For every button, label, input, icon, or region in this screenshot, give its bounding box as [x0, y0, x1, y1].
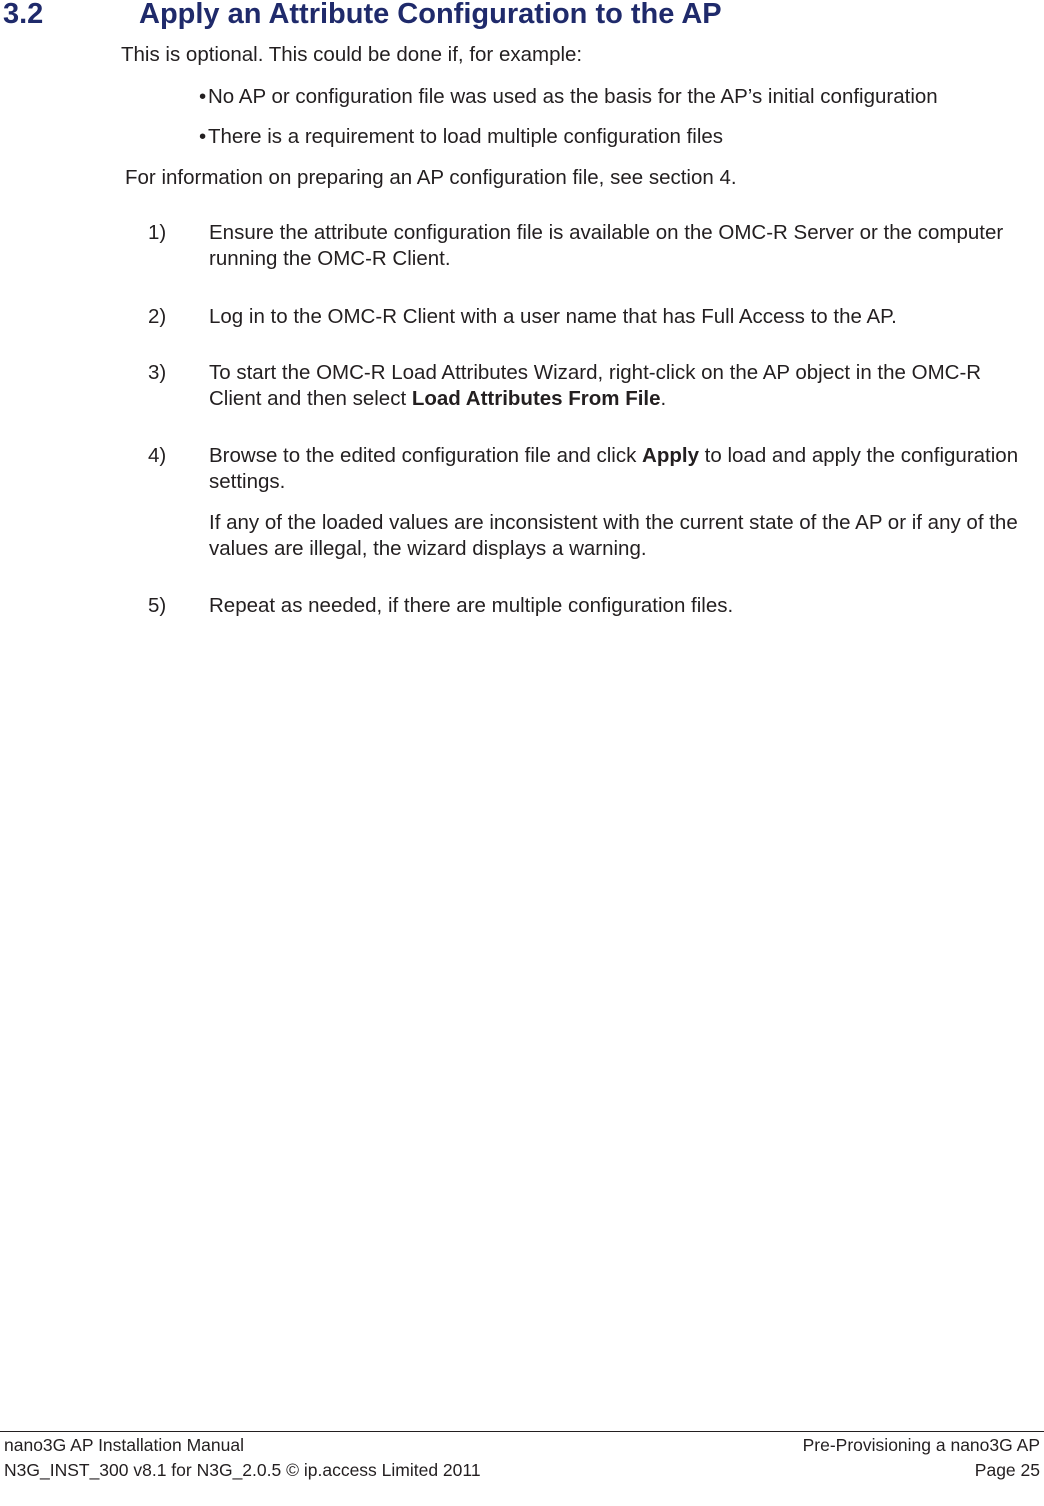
step-text-part: to load and apply the configuration settings. [209, 444, 1019, 493]
step-text [209, 443, 1039, 495]
step-number: 4) [148, 444, 167, 467]
section-number: 3.2 [3, 0, 44, 30]
step-text: Repeat as needed, if there are multiple configuration files. [209, 594, 734, 617]
bullet-text: There is a requirement to load multiple configuration files [208, 125, 724, 148]
bullet-list [121, 85, 938, 165]
step-text-part: Browse to the edited configuration file and click [209, 444, 643, 467]
step-number: 5) [148, 594, 167, 617]
step-number: 1) [148, 221, 167, 244]
footer-divider [0, 1431, 1044, 1432]
menu-command: Load Attributes From File [411, 387, 661, 410]
page-number: Page 25 [974, 1460, 1040, 1480]
manual-title: nano3G AP Installation Manual [4, 1435, 244, 1455]
section-title: Apply an Attribute Configuration to the AP [139, 0, 722, 30]
bullet-icon: • [199, 85, 207, 108]
step-number: 2) [148, 305, 167, 328]
intro-text: This is optional. This could be done if, for example: [121, 43, 583, 66]
info-text: For information on preparing an AP configuration file, see section 4. [125, 166, 737, 189]
step-text: Ensure the attribute configuration file is available on the OMC-R Server or the computer running the OMC-R Client. [209, 221, 1004, 270]
step-number: 3) [148, 361, 167, 384]
step-text-part: To start the OMC-R Load Attributes Wizard, right-click on the AP object in the OMC-R Client and then select [209, 361, 982, 410]
list-item [121, 125, 938, 165]
document-id: N3G_INST_300 v8.1 for N3G_2.0.5 © ip.access Limited 2011 [4, 1460, 481, 1480]
button-name: Apply [642, 444, 699, 467]
list-item [121, 85, 938, 125]
step-4-note: If any of the loaded values are inconsistent with the current state of the AP or if any of the values are illegal, the wizard displays a warning. [209, 511, 1018, 560]
step-text-part: . [660, 387, 667, 410]
step-text [209, 360, 1039, 412]
bullet-icon: • [199, 125, 207, 148]
step-text: Log in to the OMC-R Client with a user name that has Full Access to the AP. [209, 305, 897, 328]
chapter-title: Pre-Provisioning a nano3G AP [802, 1435, 1040, 1455]
section-heading [3, 0, 722, 31]
bullet-text: No AP or configuration file was used as the basis for the AP’s initial configuration [208, 85, 938, 108]
